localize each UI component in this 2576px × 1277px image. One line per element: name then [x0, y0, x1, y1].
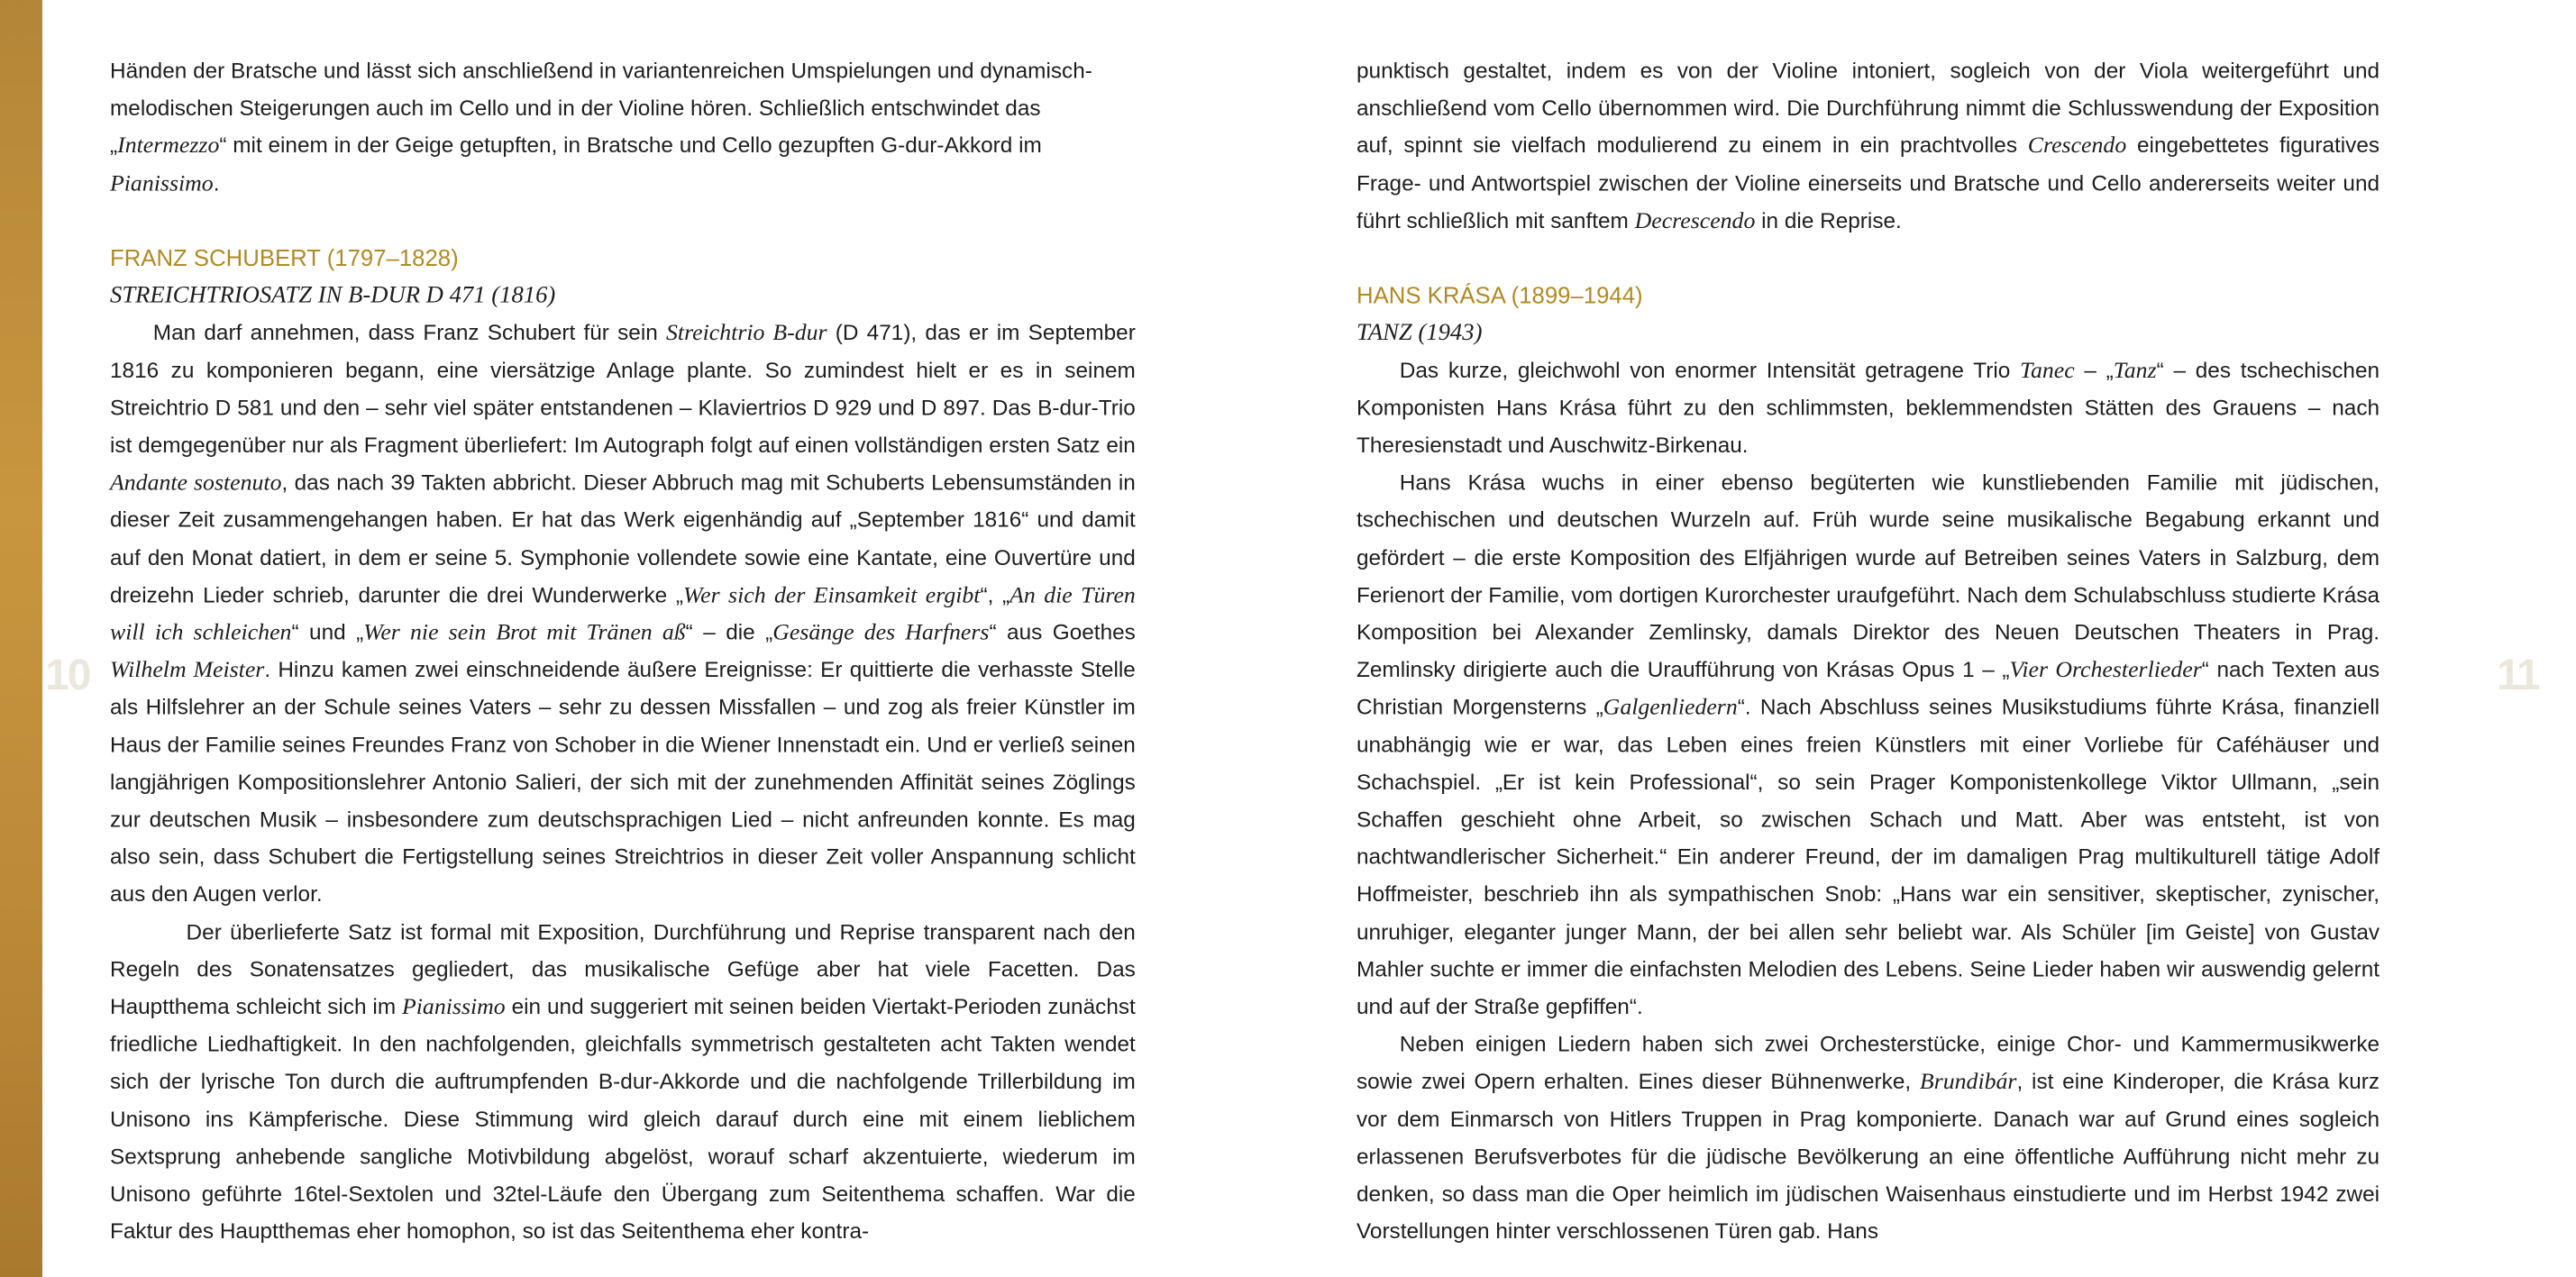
- italic-term: An die Türen will ich schleichen: [110, 582, 1136, 646]
- italic-term: Tanec: [2020, 357, 2075, 384]
- italic-term: Intermezzo: [117, 132, 220, 160]
- text-run: Hans Krása wuchs in einer ebenso begüterten wie kunstliebenden Familie mit jüdischen, tschechischen und deutschen Wurzeln auf. Früh wurde seine musikalische Begabung erkannt und gefördert – die erste Komposition des Elfjährigen wurde auf Betreiben seines Vaters in Salzburg, dem Ferienort der Familie, vom dortigen Kurorchester uraufgeführt. Nach dem Schulabschluss studierte Krása Komposition bei Alexander Zemlinsky, damals Direktor des Neuen Deutschen Theaters in Prag. Zemlinsky dirigierte auch die Uraufführung von Krásas Opus 1 – „: [1357, 470, 2380, 682]
- text-run: “ aus Goethes: [989, 619, 1136, 645]
- section-heading-schubert: FRANZ SCHUBERT (1797–1828): [110, 245, 459, 271]
- body-paragraph: [1357, 464, 2380, 1026]
- gold-margin-bar: [0, 0, 42, 1277]
- text-run: “ nach Texten aus Christian Morgensterns „: [1357, 657, 2380, 720]
- italic-term: Tanz: [2113, 357, 2157, 384]
- text-run: , ist eine Kinderoper, die Krása kurz vor dem Einmarsch von Hitlers Truppen in Prag komponierte. Danach war auf Grund eines sogleich erlassenen Berufsverbotes für die jüdische Bevölkerung an eine öffentliche Aufführung nicht mehr zu denken, so dass man die Oper heimlich im jüdischen Waisenhaus einstudierte und im Herbst 1942 zwei Vorstellungen hinter verschlossenen Türen gab. Hans: [1357, 1069, 2380, 1244]
- left-column: [110, 52, 1136, 1250]
- italic-term: Wilhelm Meister: [110, 657, 265, 683]
- section-heading-krasa: HANS KRÁSA (1899–1944): [1357, 282, 1643, 309]
- body-paragraph: [1357, 52, 2380, 240]
- italic-term: Wer sich der Einsamkeit ergibt: [683, 582, 981, 608]
- text-run: eingebettetes figuratives Frage- und Antwortspiel zwischen der Violine einerseits und Bratsche und Cello andererseits weiter und führt schließlich mit sanftem: [1357, 132, 2380, 233]
- italic-term: Gesänge des Harfners: [772, 619, 990, 646]
- text-run: Händen der Bratsche und lässt sich anschließend in variantenreichen Umspielungen und dynamisch-melodischen Steigerungen auch im Cello und in der Violine hören. Schließlich entschwindet das „: [110, 58, 1092, 159]
- text-run: , das nach 39 Takten abbricht. Dieser Abbruch mag mit Schuberts Lebensumständen in dieser Zeit zusammengehangen haben. Er hat das Werk eigenhändig auf „September 1816“ und damit auf den Monat datiert, in dem er seine 5. Symphonie vollendete sowie eine Kantate, eine Ouvertüre und dreizehn Lieder schrieb, darunter die drei Wunderwerke „: [110, 470, 1136, 607]
- text-run: – „: [2074, 357, 2114, 383]
- text-run: “ mit einem in der Geige getupften, in Bratsche und Cello gezupften G-dur-Akkord im: [219, 132, 1042, 159]
- body-paragraph: [1357, 351, 2380, 464]
- italic-term: Andante sostenuto: [110, 470, 282, 496]
- italic-term: Vier Orchesterlieder: [2009, 657, 2202, 683]
- right-column: [1357, 52, 2380, 1250]
- text-run: “ – die „: [685, 619, 773, 645]
- text-run: Der überlieferte Satz ist formal mit Exposition, Durchführung und Reprise transparent nach den Regeln des Sonatensatzes gegliedert, das musikalische Gefüge aber hat viele Facetten. Das Hauptthema schleicht sich im: [110, 918, 1136, 1019]
- italic-term: Wer nie sein Brot mit Tränen aß: [363, 619, 686, 646]
- text-run: “. Nach Abschluss seines Musikstudiums führte Krása, finanziell unabhängig wie er war, das Leben eines freien Künstlers mit einer Vorliebe für Caféhäuser und Schachspiel. „Er ist kein Professional“, so sein Prager Komponistenkollege Viktor Ullmann, „sein Schaffen geschieht ohne Arbeit, so zwischen Schach und Matt. Aber was entsteht, ist von nachtwandlerischer Sicherheit.“ Ein anderer Freund, der im damaligen Prag multikulturell tätige Adolf Hoffmeister, beschrieb ihn als sympathischen Snob: „Hans war ein sensitiver, skeptischer, zynischer, unruhiger, eleganter junger Mann, der bei allen sehr beliebt war. Als Schüler [im Geiste] von Gustav Mahler suchte er immer die einfachsten Melodien des Lebens. Seine Lieder haben wir auswendig gelernt und auf der Straße gepfiffen“.: [1357, 694, 2380, 1019]
- italic-term: Decrescendo: [1634, 207, 1756, 234]
- body-paragraph: [110, 914, 1136, 1251]
- text-run: ein und suggeriert mit seinen beiden Viertakt-Perioden zunächst friedliche Liedhaftigkeit. In den nachfolgenden, gleichfalls symmetrisch gestalteten acht Takten wendet sich der lyrische Ton durch die auftrumpfenden B-dur-Akkorde und die nachfolgende Trillerbildung im Unisono ins Kämpferische. Diese Stimmung wird gleich darauf durch eine mit einem lieblichem Sextsprung anhebende sangliche Motivbildung abgelöst, worauf scharf akzentuierte, wiederum im Unisono geführte 16tel-Sextolen und 32tel-Läufe den Übergang zum Seitenthema schaffen. War die Faktur des Hauptthemas eher homophon, so ist das Seitenthema eher kontra-: [110, 994, 1136, 1244]
- italic-term: Crescendo: [2027, 132, 2127, 160]
- section-subheading-schubert: STREICHTRIOSATZ IN B-DUR D 471 (1816): [110, 281, 556, 309]
- page-number-left: 10: [45, 652, 90, 699]
- text-run: punktisch gestaltet, indem es von der Violine intoniert, sogleich von der Viola weitergeführt und anschließend vom Cello übernommen wird. Die Durchführung nimmt die Schlusswendung der Exposition auf, spinnt sie vielfach modulierend zu einem in ein prachtvolles: [1357, 58, 2380, 159]
- italic-term: Streichtrio B-dur: [666, 320, 827, 346]
- text-run: Man darf annehmen, dass Franz Schubert für sein: [152, 320, 667, 345]
- text-run: “ und „: [291, 619, 364, 645]
- italic-term: Pianissimo: [401, 994, 506, 1020]
- text-run: in die Reprise.: [1755, 207, 1902, 233]
- italic-term: Galgenliedern: [1603, 694, 1738, 721]
- italic-term: Brundibár: [1919, 1069, 2017, 1095]
- italic-term: Pianissimo: [110, 170, 214, 196]
- intro-paragraph: [110, 52, 1136, 202]
- text-run: . Hinzu kamen zwei einschneidende äußere Ereignisse: Er quittierte die verhasste Stelle als Hilfslehrer an der Schule seines Vaters – sehr zu dessen Missfallen – und zog als freier Künstler im Haus der Familie seines Freundes Franz von Schober in die Wiener Innenstadt ein. Und er verließ seinen langjährigen Kompositionslehrer Antonio Salieri, der sich mit der zunehmenden Affinität seines Zöglings zur deutschen Musik – insbesondere zum deutschsprachigen Lied – nicht anfreunden konnte. Es mag also sein, dass Schubert die Fertigstellung seines Streichtrios in dieser Zeit voller Anspannung schlicht aus den Augen verlor.: [110, 657, 1136, 907]
- text-run: (D 471), das er im September 1816 zu komponieren begann, eine viersätzige Anlage plante. So zumindest hielt er es in seinem Streichtrio D 581 und den – sehr viel später entstandenen – Klaviertrios D 929 und D 897. Das B-dur-Trio ist demgegenüber nur als Fragment überliefert: Im Autograph folgt auf einen vollständigen ersten Satz ein: [110, 320, 1136, 458]
- section-subheading-krasa: TANZ (1943): [1357, 319, 1483, 346]
- text-run: .: [213, 170, 220, 196]
- body-paragraph: [110, 315, 1136, 914]
- text-run: Das kurze, gleichwohl von enormer Intensität getragene Trio: [1399, 357, 2021, 383]
- text-run: “ – des tschechischen Komponisten Hans Krása führt zu den schlimmsten, beklemmendsten Stätten des Grauens – nach Theresienstadt und Auschwitz-Birkenau.: [1357, 357, 2380, 458]
- body-paragraph: [1357, 1026, 2380, 1250]
- page-number-right: 11: [2497, 652, 2539, 699]
- text-run: Neben einigen Liedern haben sich zwei Orchesterstücke, einige Chor- und Kammermusikwerke sowie zwei Opern erhalten. Eines dieser Bühnenwerke,: [1357, 1031, 2380, 1094]
- text-run: “, „: [980, 582, 1010, 607]
